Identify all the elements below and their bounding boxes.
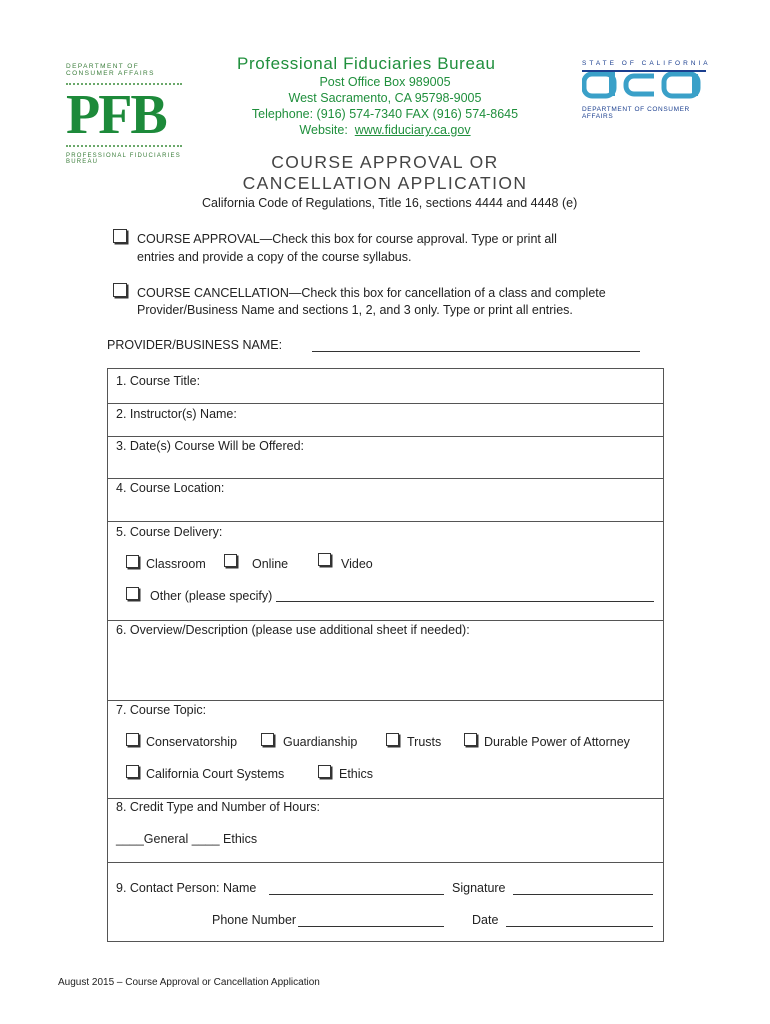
trusts-label: Trusts	[407, 735, 442, 749]
course-cancellation-checkbox[interactable]	[113, 283, 127, 297]
course-cancellation-text-2: Provider/Business Name and sections 1, 2, and 3 only. Type or print all entries.	[137, 303, 573, 317]
row-divider	[108, 478, 663, 479]
row-divider	[108, 700, 663, 701]
ethics-label: Ethics	[339, 767, 374, 781]
phone-input[interactable]	[298, 926, 444, 927]
date-input[interactable]	[506, 926, 653, 927]
delivery-label: 5. Course Delivery:	[116, 525, 223, 539]
credit-hours-line[interactable]: ____General ____ Ethics	[116, 832, 258, 846]
credit-label: 8. Credit Type and Number of Hours:	[116, 800, 321, 814]
court-systems-label: California Court Systems	[146, 767, 285, 781]
form-title	[185, 152, 585, 194]
row-divider	[108, 620, 663, 621]
location-label: 4. Course Location:	[116, 481, 225, 495]
pfb-logo-mark: PFB	[66, 84, 166, 146]
row-divider	[108, 798, 663, 799]
dca-logo	[582, 60, 712, 120]
address-line-1: Post Office Box 989005	[319, 75, 451, 89]
row-divider	[108, 862, 663, 863]
topic-label: 7. Course Topic:	[116, 703, 207, 717]
other-label: Other (please specify)	[150, 589, 273, 603]
trusts-checkbox[interactable]	[386, 733, 399, 746]
classroom-checkbox[interactable]	[126, 555, 139, 568]
poa-label: Durable Power of Attorney	[484, 735, 630, 749]
website-link[interactable]: www.fiduciary.ca.gov	[354, 123, 471, 137]
provider-name-input[interactable]	[312, 351, 640, 352]
website-line	[230, 122, 540, 138]
dca-mark-icon	[582, 70, 706, 100]
video-checkbox[interactable]	[318, 553, 331, 566]
address-line-2: West Sacramento, CA 95798-9005	[288, 91, 482, 105]
course-title-input[interactable]	[213, 371, 653, 399]
other-checkbox[interactable]	[126, 587, 139, 600]
form-title-line-2: CANCELLATION APPLICATION	[242, 173, 528, 193]
contact-name-input[interactable]	[269, 894, 444, 895]
overview-label: 6. Overview/Description (please use additional sheet if needed):	[116, 623, 470, 637]
course-title-label: 1. Course Title:	[116, 374, 201, 388]
phone-line: Telephone: (916) 574-7340 FAX (916) 574-8645	[251, 107, 519, 121]
course-approval-text-2: entries and provide a copy of the course syllabus.	[137, 250, 412, 264]
website-prefix: Website:	[299, 123, 355, 137]
contact-label: 9. Contact Person: Name	[116, 881, 257, 895]
online-label: Online	[252, 557, 289, 571]
pfb-logo-dept-text: DEPARTMENT OF CONSUMER AFFAIRS	[66, 63, 155, 77]
location-input[interactable]	[116, 497, 653, 517]
classroom-label: Classroom	[146, 557, 206, 571]
court-systems-checkbox[interactable]	[126, 765, 139, 778]
course-form-table	[107, 368, 664, 942]
instructor-input[interactable]	[248, 405, 653, 433]
page-footer: August 2015 – Course Approval or Cancellation Application	[58, 977, 320, 988]
course-approval-checkbox[interactable]	[113, 229, 127, 243]
bureau-name: Professional Fiduciaries Bureau	[237, 54, 496, 73]
guardianship-checkbox[interactable]	[261, 733, 274, 746]
date-label: Date	[472, 913, 499, 927]
row-divider	[108, 436, 663, 437]
regulation-text: California Code of Regulations, Title 16, sections 4444 and 4448 (e)	[202, 196, 578, 210]
online-checkbox[interactable]	[224, 554, 237, 567]
dates-input[interactable]	[116, 455, 653, 475]
pfb-logo	[66, 63, 188, 165]
signature-label: Signature	[452, 881, 506, 895]
provider-label: PROVIDER/BUSINESS NAME:	[107, 338, 283, 352]
signature-input[interactable]	[513, 894, 653, 895]
course-cancellation-text-1: COURSE CANCELLATION—Check this box for cancellation of a class and complete	[137, 286, 606, 300]
instructor-label: 2. Instructor(s) Name:	[116, 407, 237, 421]
row-divider	[108, 521, 663, 522]
poa-checkbox[interactable]	[464, 733, 477, 746]
bureau-address	[230, 74, 540, 138]
dates-label: 3. Date(s) Course Will be Offered:	[116, 439, 305, 453]
form-title-line-1: COURSE APPROVAL OR	[271, 152, 499, 172]
dca-dept-text: DEPARTMENT OF CONSUMER AFFAIRS	[582, 106, 690, 120]
ethics-checkbox[interactable]	[318, 765, 331, 778]
dca-state-text: STATE OF CALIFORNIA	[582, 60, 711, 67]
conservatorship-checkbox[interactable]	[126, 733, 139, 746]
row-divider	[108, 403, 663, 404]
other-specify-input[interactable]	[276, 601, 654, 602]
pfb-logo-sub-text: PROFESSIONAL FIDUCIARIES BUREAU	[66, 153, 181, 165]
overview-input[interactable]	[116, 641, 653, 696]
phone-label: Phone Number	[212, 913, 297, 927]
conservatorship-label: Conservatorship	[146, 735, 238, 749]
course-approval-text-1: COURSE APPROVAL—Check this box for course approval. Type or print all	[137, 232, 557, 246]
video-label: Video	[341, 557, 373, 571]
guardianship-label: Guardianship	[283, 735, 358, 749]
